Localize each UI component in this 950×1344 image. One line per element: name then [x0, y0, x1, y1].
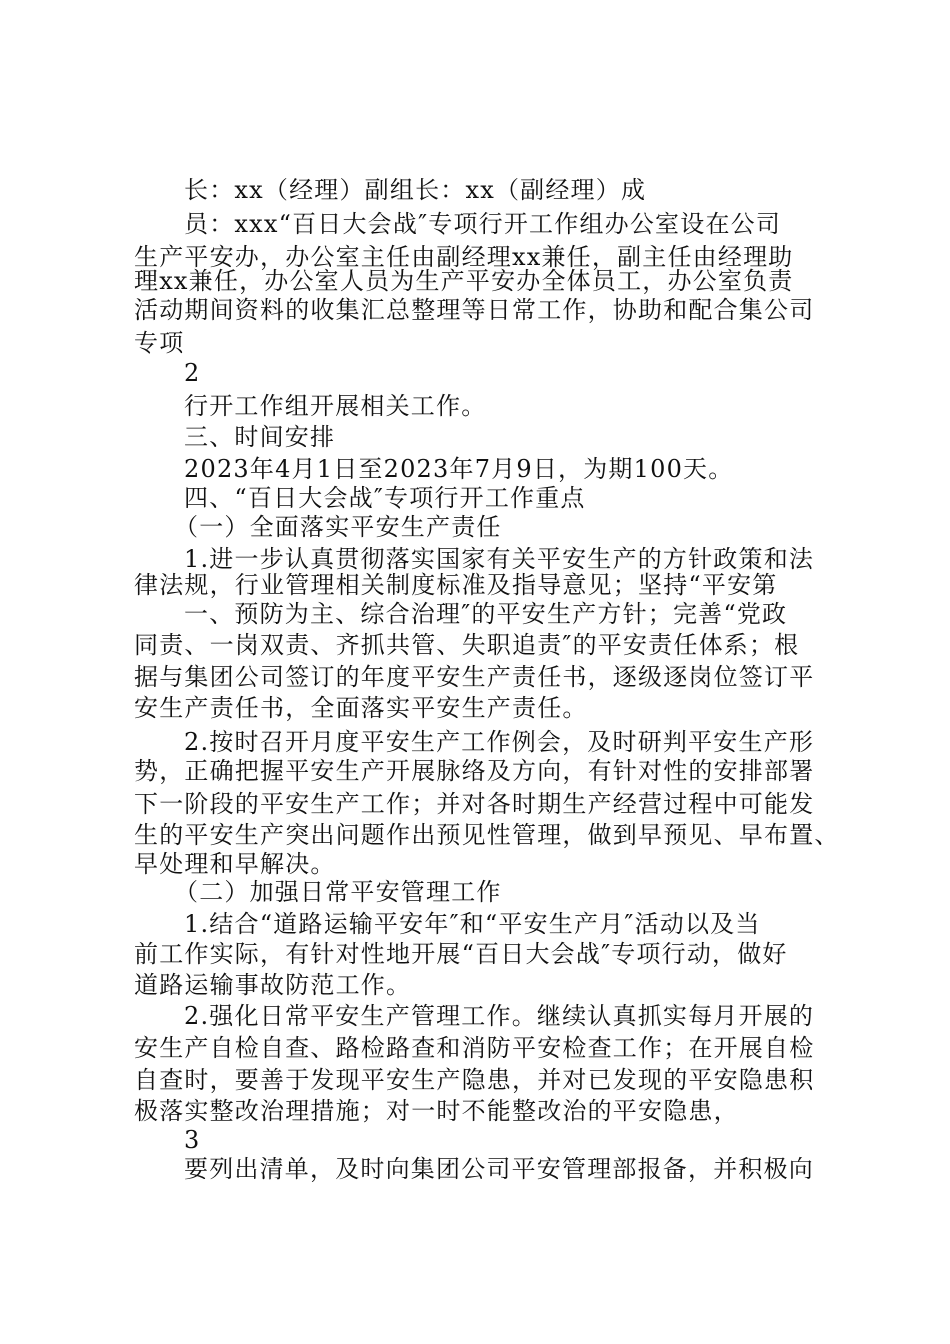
text-line: 下一阶段的平安生产工作；并对各时期生产经营过程中可能发: [134, 790, 815, 818]
text-line: 生产平安办，办公室主任由副经理xx兼任，副主任由经理助: [134, 243, 794, 271]
text-line: 早处理和早解决。: [134, 850, 336, 878]
text-line: 理xx兼任，办公室人员为生产平安办全体员工，办公室负责: [134, 267, 794, 295]
text-line: 要列出清单，及时向集团公司平安管理部报备，并积极向: [184, 1155, 814, 1183]
section-heading: 三、时间安排: [184, 423, 336, 451]
text-line: 活动期间资料的收集汇总整理等日常工作，协助和配合集公司: [134, 296, 815, 324]
text-line: 长：xx（经理）副组长：xx（副经理）成: [184, 176, 647, 204]
text-line: 安生产责任书，全面落实平安生产责任。: [134, 694, 588, 722]
text-line: 行开工作组开展相关工作。: [184, 392, 487, 420]
text-line: 安生产自检自查、路检路查和消防平安检查工作；在开展自检: [134, 1034, 815, 1062]
text-line: 道路运输事故防范工作。: [134, 971, 412, 999]
text-line: 律法规，行业管理相关制度标准及指导意见；坚持“平安第: [134, 571, 778, 599]
text-line: 2.强化日常平安生产管理工作。继续认真抓实每月开展的: [184, 1002, 815, 1030]
subsection-heading: （一）全面落实平安生产责任: [174, 513, 502, 541]
text-line: 2.按时召开月度平安生产工作例会，及时研判平安生产形: [184, 728, 815, 756]
text-line: 生的平安生产突出问题作出预见性管理，做到早预见、早布置、: [134, 821, 840, 849]
text-line: 专项: [134, 329, 185, 357]
text-line: 自查时，要善于发现平安生产隐患，并对已发现的平安隐患积: [134, 1066, 815, 1094]
text-line: 据与集团公司签订的年度平安生产责任书，逐级逐岗位签订平: [134, 663, 815, 691]
text-line: 前工作实际，有针对性地开展“百日大会战″专项行动，做好: [134, 940, 788, 968]
text-line: 极落实整改治理措施；对一时不能整改治的平安隐患，: [134, 1097, 739, 1125]
page-number: 3: [184, 1126, 201, 1154]
page-number: 2: [184, 359, 201, 387]
text-line: 2023年4月1日至2023年7月9日，为期100天。: [184, 455, 734, 483]
text-line: 一、预防为主、综合治理″的平安生产方针；完善“党政: [184, 600, 788, 628]
text-line: 同责、一岗双责、齐抓共管、失职追责″的平安责任体系；根: [134, 631, 800, 659]
text-line: 势，正确把握平安生产开展脉络及方向，有针对性的安排部署: [134, 757, 815, 785]
text-line: 员：xxx“百日大会战″专项行开工作组办公室设在公司: [184, 210, 782, 238]
subsection-heading: （二）加强日常平安管理工作: [174, 878, 502, 906]
text-line: 1.结合“道路运输平安年″和“平安生产月″活动以及当: [184, 910, 761, 938]
text-line: 1.进一步认真贯彻落实国家有关平安生产的方针政策和法: [184, 545, 815, 573]
section-heading: 四、“百日大会战″专项行开工作重点: [184, 484, 586, 512]
